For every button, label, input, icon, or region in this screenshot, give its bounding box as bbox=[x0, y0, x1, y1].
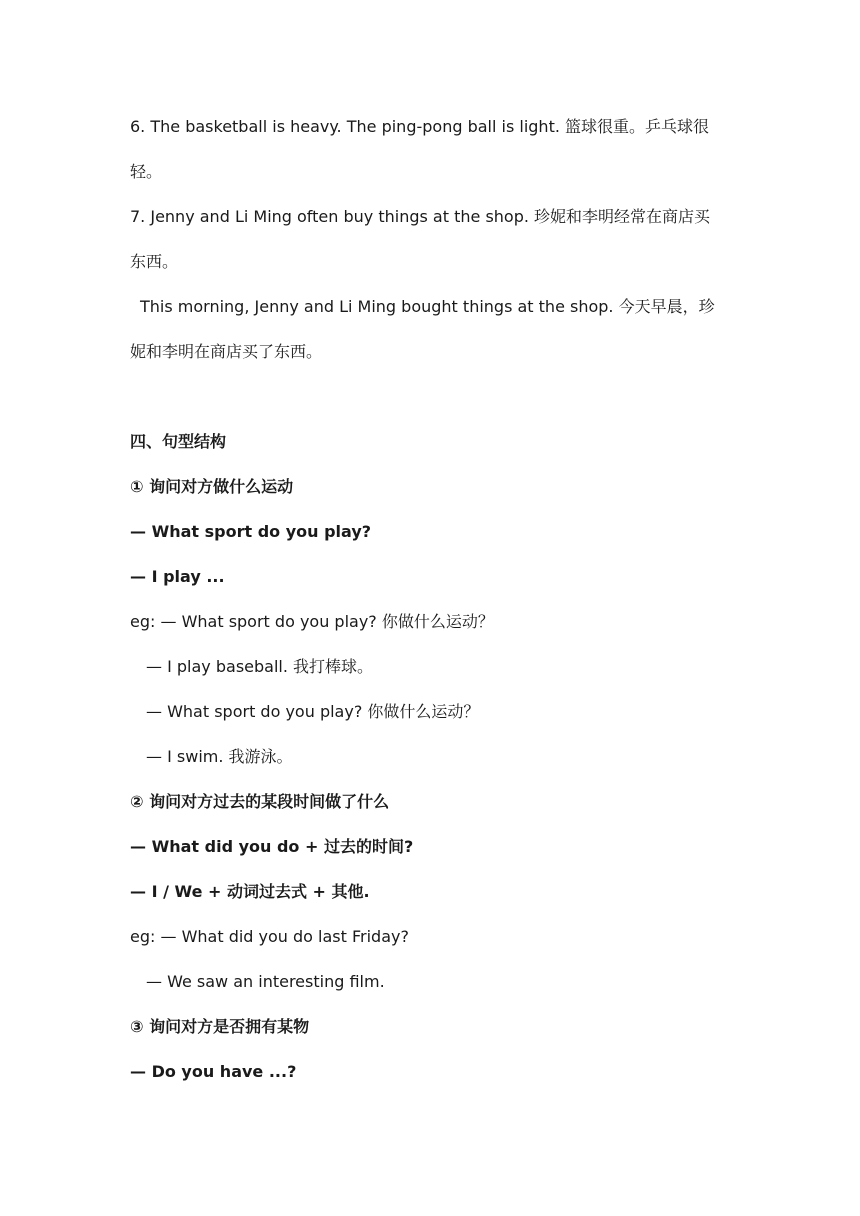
pattern-1-example-4: — I swim. 我游泳。 bbox=[146, 747, 293, 766]
pattern-3-question: — Do you have ...? bbox=[130, 1062, 297, 1081]
pattern-2-answer: — I / We + 动词过去式 + 其他. bbox=[130, 882, 370, 901]
sentence-6-line-1: 6. The basketball is heavy. The ping-pong ball is light. 篮球很重。乒乓球很 bbox=[130, 117, 710, 136]
pattern-1-example-1: eg: — What sport do you play? 你做什么运动？ bbox=[130, 612, 494, 631]
pattern-3-title: ③ 询问对方是否拥有某物 bbox=[130, 1017, 310, 1036]
sentence-7-line-2: 东西。 bbox=[130, 252, 179, 271]
pattern-2-example-1: eg: — What did you do last Friday? bbox=[130, 927, 409, 946]
pattern-1-answer: — I play ... bbox=[130, 567, 225, 586]
sentence-6-line-2: 轻。 bbox=[130, 162, 163, 181]
pattern-2-question: — What did you do + 过去的时间? bbox=[130, 837, 414, 856]
pattern-1-title: ① 询问对方做什么运动 bbox=[130, 477, 294, 496]
section-heading: 四、句型结构 bbox=[130, 432, 227, 451]
pattern-1-example-3: — What sport do you play? 你做什么运动？ bbox=[146, 702, 480, 721]
sentence-7b-line-2: 妮和李明在商店买了东西。 bbox=[130, 342, 323, 361]
sentence-7-line-1: 7. Jenny and Li Ming often buy things at the shop. 珍妮和李明经常在商店买 bbox=[130, 207, 711, 226]
sentence-7b-line-1: This morning, Jenny and Li Ming bought things at the shop. 今天早晨，珍 bbox=[140, 297, 715, 316]
pattern-1-example-2: — I play baseball. 我打棒球。 bbox=[146, 657, 374, 676]
pattern-1-question: — What sport do you play? bbox=[130, 522, 372, 541]
pattern-2-title: ② 询问对方过去的某段时间做了什么 bbox=[130, 792, 390, 811]
pattern-2-example-2: — We saw an interesting film. bbox=[146, 972, 385, 991]
